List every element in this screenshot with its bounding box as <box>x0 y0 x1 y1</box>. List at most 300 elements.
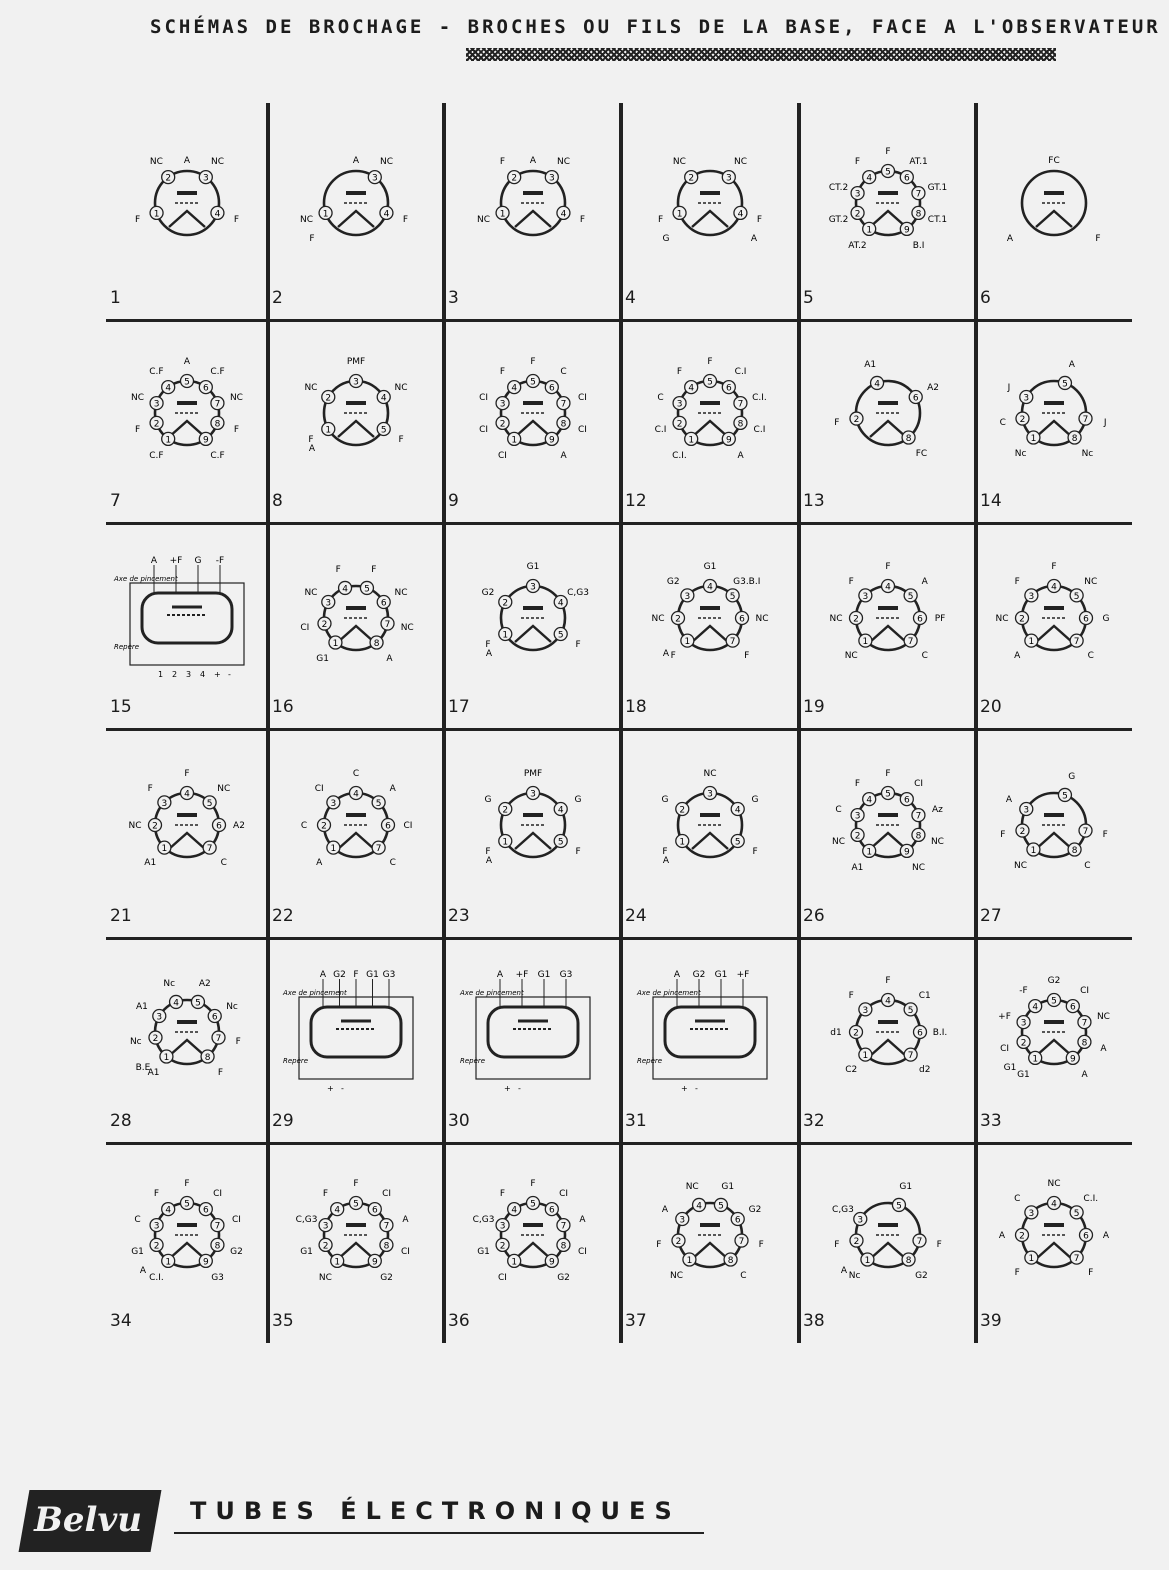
pin-label: CI <box>913 779 923 790</box>
pin-label: F <box>484 847 491 858</box>
pin-number: 5 <box>184 1199 190 1210</box>
pin-number: 2 <box>153 1241 160 1252</box>
annotation-label: Repère <box>283 1057 309 1066</box>
pin <box>497 1254 520 1283</box>
pin <box>913 1026 947 1039</box>
pin-label: F <box>884 561 891 572</box>
pin <box>1080 1229 1110 1242</box>
pin-number: 1 <box>501 837 508 848</box>
electrode-label: G1 <box>1003 1063 1017 1074</box>
pin-number: 6 <box>916 614 923 625</box>
tube-pinout-diagram <box>458 967 608 1097</box>
pin-label: G <box>1068 772 1076 783</box>
pin-label: Nc <box>848 1270 860 1281</box>
annotation-label: 3 <box>186 669 192 679</box>
pin-number: 9 <box>903 225 910 236</box>
pin-label: F <box>1014 576 1020 587</box>
pin <box>686 1182 706 1211</box>
pin <box>523 769 541 800</box>
pin <box>828 183 863 200</box>
pin-label: F <box>1051 561 1057 572</box>
pinout-cell <box>106 729 268 938</box>
pin <box>854 157 875 184</box>
diagram-number: 3 <box>448 288 459 308</box>
pin-label: A <box>578 1214 586 1225</box>
pin-label: F <box>353 970 359 981</box>
pin-number: 7 <box>907 1051 913 1062</box>
filament <box>1036 833 1072 849</box>
pin <box>829 611 862 624</box>
pin-number: 9 <box>548 1257 555 1268</box>
pin-number: 8 <box>214 1241 221 1252</box>
pin <box>1080 611 1110 624</box>
diagram-number: 29 <box>272 1111 294 1131</box>
pin-label: NC <box>755 613 769 624</box>
pin-label: C,G3 <box>472 1214 494 1225</box>
pin-label: NC <box>828 613 843 624</box>
pin <box>731 795 758 816</box>
filament <box>515 1243 551 1259</box>
pin-number: 6 <box>1083 1231 1089 1242</box>
pin <box>828 206 863 225</box>
pin-label: C,G3 <box>831 1205 854 1215</box>
pin-number: 1 <box>684 636 691 647</box>
pin <box>900 222 924 251</box>
pin <box>672 433 698 462</box>
filament <box>870 626 906 642</box>
annotation-label: + <box>214 669 221 679</box>
pinout-cell <box>621 103 799 320</box>
pin <box>131 393 163 410</box>
pin-number: 2 <box>1019 415 1026 426</box>
pin <box>163 979 182 1008</box>
electrode-label: A <box>840 1266 847 1276</box>
pin <box>526 562 539 593</box>
pin-number: 3 <box>499 1221 505 1232</box>
pin <box>545 1254 570 1283</box>
pin <box>662 835 688 858</box>
pin-number: 7 <box>383 1221 390 1232</box>
pin-label: F <box>147 784 153 795</box>
pin-number: 4 <box>707 582 713 593</box>
pin-number: 8 <box>905 1256 911 1267</box>
pin <box>673 157 698 184</box>
pin-number: 3 <box>161 798 168 809</box>
pin-label: F <box>153 1188 160 1199</box>
tube-pinout-diagram <box>813 138 963 268</box>
pin-number: 3 <box>322 1221 329 1232</box>
pin-number: 1 <box>862 636 868 647</box>
pin-number: 5 <box>206 798 213 809</box>
pin <box>1047 1179 1060 1210</box>
pin-label: CI <box>403 821 413 832</box>
pin-label: A1 <box>144 857 157 868</box>
tube-pinout-diagram <box>458 138 608 268</box>
filament <box>870 833 906 849</box>
pin-number: 9 <box>725 435 732 446</box>
pin <box>347 357 365 388</box>
pin <box>554 835 580 858</box>
pin-number: 1 <box>165 1257 172 1268</box>
pinout-cell <box>621 1143 799 1343</box>
pin-number: 3 <box>856 1215 863 1226</box>
electrode-label: A <box>750 233 758 244</box>
pin-number: 6 <box>371 1205 378 1216</box>
pin-label: F <box>854 156 860 167</box>
pin-number: 5 <box>529 1199 536 1210</box>
pin-number: 4 <box>334 1205 341 1216</box>
pin <box>199 1189 222 1216</box>
pin-number: 4 <box>383 209 390 220</box>
pinout-cell <box>976 523 1132 729</box>
pin-label: C <box>300 821 308 832</box>
pin <box>135 417 163 436</box>
pin-number: 3 <box>862 591 868 602</box>
pin-number: 5 <box>1051 996 1057 1007</box>
diagram-number: 1 <box>110 288 121 308</box>
pin <box>319 1254 344 1283</box>
pin-label: G <box>661 795 669 806</box>
pin-label: C <box>657 393 664 404</box>
pin-number: 5 <box>380 425 387 436</box>
pin <box>731 835 757 858</box>
annotation-label: + <box>503 1084 511 1094</box>
pin-label: Nc <box>163 979 176 990</box>
pin-label: A <box>998 1231 1006 1241</box>
pin-label: A <box>386 653 393 664</box>
filament <box>1036 421 1072 437</box>
pin <box>211 206 239 225</box>
pin-number: 4 <box>737 209 744 220</box>
electrode-label: A <box>662 856 670 867</box>
pin <box>191 979 210 1008</box>
pin-number: 7 <box>375 844 382 855</box>
pin-number: 3 <box>156 1012 163 1023</box>
diagram-number: 37 <box>625 1311 647 1331</box>
pin-label: F <box>322 1188 329 1199</box>
pin-number: 7 <box>916 1237 922 1248</box>
pin-label: A1 <box>850 863 863 874</box>
pin-label: NC <box>670 1270 684 1281</box>
pin-number: 4 <box>173 998 179 1009</box>
pin <box>372 784 397 809</box>
electrode-label: A <box>139 1266 147 1276</box>
pin <box>904 577 929 602</box>
pin <box>131 1238 163 1257</box>
pin-label: PMF <box>346 357 366 368</box>
annotation-label: Repère <box>114 642 140 651</box>
pinout-cell <box>268 320 444 523</box>
pin-number: 3 <box>325 598 332 609</box>
electrode-label: A <box>485 856 492 867</box>
pin <box>323 1189 344 1216</box>
diagram-number: 13 <box>803 491 825 511</box>
pin-label: C.I. <box>752 393 767 404</box>
pin-label: F <box>134 425 141 436</box>
electrode-label: F <box>309 233 315 244</box>
pin-number: 5 <box>734 837 741 848</box>
pin-label: A <box>921 576 928 587</box>
pin <box>911 183 946 200</box>
pin <box>499 367 520 394</box>
pin <box>848 1253 873 1281</box>
filament <box>169 421 205 437</box>
pinout-cell <box>106 1143 268 1343</box>
pin-number: 5 <box>184 377 190 388</box>
pin-label: CI <box>400 1247 410 1258</box>
pin-label: F <box>308 435 314 446</box>
pin <box>148 784 171 809</box>
pin-number: 4 <box>557 805 564 816</box>
pin-label: F <box>1000 830 1006 841</box>
pin-number: 1 <box>1028 636 1035 647</box>
pinout-cell <box>799 938 976 1143</box>
pin-label: A <box>1005 795 1013 806</box>
pin-number: 6 <box>739 614 745 625</box>
pin-number: 4 <box>557 598 564 609</box>
pin-number: 2 <box>1019 614 1025 625</box>
pin-number: 3 <box>153 399 160 410</box>
pin <box>1014 843 1040 871</box>
pinout-cell <box>799 729 976 938</box>
diagram-number: 32 <box>803 1111 825 1131</box>
filament <box>338 626 374 642</box>
pin-number: 7 <box>1073 636 1080 647</box>
pin <box>900 779 923 806</box>
pin <box>135 206 163 225</box>
pin <box>149 367 174 394</box>
pin <box>911 206 946 225</box>
pin-label: G3 <box>559 970 572 981</box>
pin-number: 6 <box>548 1205 555 1216</box>
pin-number: 5 <box>707 377 713 388</box>
pin-label: NC <box>318 1273 332 1284</box>
pin <box>300 206 332 225</box>
pin-label: FC <box>915 449 927 460</box>
pin-number: 5 <box>907 1006 913 1017</box>
pin-number: 2 <box>501 598 508 609</box>
pin-label: C.I <box>734 367 747 378</box>
pin <box>380 1238 410 1257</box>
pin <box>1007 383 1033 404</box>
pin <box>477 206 509 225</box>
pin-number: 9 <box>1069 1054 1076 1065</box>
pin <box>208 1002 238 1023</box>
tube-pinout-diagram <box>635 348 785 478</box>
diagram-number: 39 <box>980 1311 1002 1331</box>
tube-pinout-diagram <box>458 553 608 683</box>
pin-number: 2 <box>675 1237 682 1248</box>
pin-number: 4 <box>560 209 566 220</box>
diagram-number: 6 <box>980 288 991 308</box>
pin-number: 2 <box>325 393 332 404</box>
pin-label: NC <box>149 156 163 167</box>
pin-label: A <box>1100 1044 1107 1055</box>
diagram-number: 38 <box>803 1311 825 1331</box>
filament <box>692 626 728 642</box>
pin-number: 8 <box>214 419 221 430</box>
pin-number: 5 <box>1073 591 1080 602</box>
pin-label: A2 <box>198 979 211 990</box>
pin <box>911 805 942 822</box>
pin-number: 3 <box>684 591 691 602</box>
pin <box>213 819 245 832</box>
tube-pinout-diagram <box>979 348 1129 478</box>
pin <box>556 1238 586 1257</box>
pinout-cell <box>268 523 444 729</box>
pin-number: 7 <box>206 844 213 855</box>
pin <box>203 784 230 809</box>
pin-number: 7 <box>737 399 744 410</box>
pin-number: 8 <box>204 1053 211 1064</box>
filament <box>1036 626 1072 642</box>
pin <box>1058 772 1075 801</box>
pin-label: G1 <box>703 561 717 572</box>
pin-number: 6 <box>903 173 910 184</box>
pin-number: 6 <box>734 1215 741 1226</box>
pin-label: CI <box>497 1273 507 1284</box>
pin-number: 7 <box>560 1221 566 1232</box>
pin-label: NC <box>229 393 243 404</box>
pin <box>726 577 760 602</box>
pin-number: 4 <box>734 805 741 816</box>
pin <box>904 992 931 1017</box>
annotation-label: - <box>341 1084 344 1094</box>
pin-label: G3.B.I <box>733 576 761 587</box>
pin-number: 4 <box>1051 582 1057 593</box>
pin-number: 5 <box>729 591 736 602</box>
pin-number: 3 <box>529 582 536 593</box>
electrode-label: A <box>1006 233 1014 244</box>
pin-number: 3 <box>854 811 860 822</box>
pin-number: 5 <box>195 998 201 1009</box>
pin-label: NC <box>930 837 944 848</box>
diagram-number: 15 <box>110 697 132 717</box>
pin-label: G1 <box>526 561 539 572</box>
pin-number: 1 <box>499 209 505 220</box>
pin-label: NC <box>1014 860 1028 871</box>
pin-label: G2 <box>556 1273 570 1284</box>
pin-number: 5 <box>895 1201 902 1212</box>
pin-label: C <box>1084 860 1091 871</box>
pin <box>554 795 581 816</box>
pinout-cell <box>621 320 799 523</box>
pin-number: 4 <box>380 393 387 404</box>
pin-label: F <box>529 1179 536 1189</box>
tube-pinout-diagram <box>458 760 608 890</box>
pinout-cell <box>976 320 1132 523</box>
tube-pinout-diagram <box>281 138 431 268</box>
pin-number: 1 <box>688 435 695 446</box>
pin-label: NC <box>844 650 858 661</box>
pin <box>881 769 894 800</box>
pin <box>556 1215 585 1232</box>
pin-label: F <box>402 214 409 225</box>
pin-number: 8 <box>915 831 921 842</box>
electrode-label: F <box>1095 233 1101 244</box>
pin-label: A2 <box>233 821 245 832</box>
pin-label: G2 <box>748 1205 762 1215</box>
pin <box>368 1189 391 1216</box>
pin-label: F <box>833 1240 839 1251</box>
pin-label: G2 <box>914 1270 928 1281</box>
pin <box>181 357 194 388</box>
pin <box>844 634 871 661</box>
pin <box>900 157 927 184</box>
pin-number: 8 <box>383 1241 390 1252</box>
pin <box>909 383 939 404</box>
pin-label: F <box>529 357 536 368</box>
pin-number: 4 <box>884 996 891 1007</box>
pin-label: G1 <box>300 1247 313 1258</box>
pin <box>677 367 698 394</box>
filament <box>1036 1243 1072 1259</box>
pin-number: 7 <box>1073 1254 1080 1265</box>
pin <box>556 393 586 410</box>
pin-number: 2 <box>1019 827 1026 838</box>
pin-number: 4 <box>353 789 359 800</box>
filament <box>338 421 374 437</box>
pin-label: G <box>574 795 582 806</box>
pin-number: 1 <box>334 1257 341 1268</box>
pin <box>722 433 744 462</box>
pin <box>1066 1052 1088 1081</box>
electrode-label: B.E <box>135 1063 151 1074</box>
pin-number: 1 <box>1030 434 1037 445</box>
pinout-cell <box>444 103 621 320</box>
pin-label: NC <box>394 383 408 394</box>
pin <box>377 383 407 404</box>
diagram-number: 22 <box>272 906 294 926</box>
pin-label: A1 <box>136 1002 148 1013</box>
pin-label: A <box>559 451 567 462</box>
annotation-label: + <box>681 1084 688 1094</box>
pin-number: 2 <box>1020 1038 1027 1049</box>
pin <box>1015 577 1038 602</box>
pin <box>714 1182 734 1211</box>
pin-number: 4 <box>165 383 172 394</box>
pin-label: A <box>316 857 323 868</box>
pin <box>545 1189 568 1216</box>
tube-pinout-diagram <box>281 760 431 890</box>
pin-label: NC <box>304 383 318 394</box>
pin <box>368 157 393 184</box>
electrode-label: A <box>352 155 360 166</box>
pin-number: 2 <box>165 173 172 184</box>
pin-label: C <box>352 769 360 780</box>
pin-label: +F <box>515 970 528 981</box>
pinout-cell <box>621 523 799 729</box>
diagram-number: 20 <box>980 697 1002 717</box>
diagram-number: 4 <box>625 288 636 308</box>
diagram-number: 14 <box>980 491 1002 511</box>
tube-envelope <box>665 1007 755 1057</box>
diagram-number: 26 <box>803 906 825 926</box>
pin-label: J <box>1103 418 1107 429</box>
pinout-cell <box>799 103 976 320</box>
footer-rule <box>174 1532 704 1534</box>
pin <box>1070 634 1094 661</box>
pin <box>556 417 586 436</box>
pin <box>545 367 566 394</box>
pin <box>731 1205 761 1226</box>
pin-label: NC <box>1084 576 1098 587</box>
pin-number: 8 <box>915 209 921 220</box>
pin-label: PMF <box>523 769 542 780</box>
electrode-label: FC <box>1048 155 1060 166</box>
diagram-number: 12 <box>625 491 647 511</box>
filament <box>870 1243 906 1259</box>
